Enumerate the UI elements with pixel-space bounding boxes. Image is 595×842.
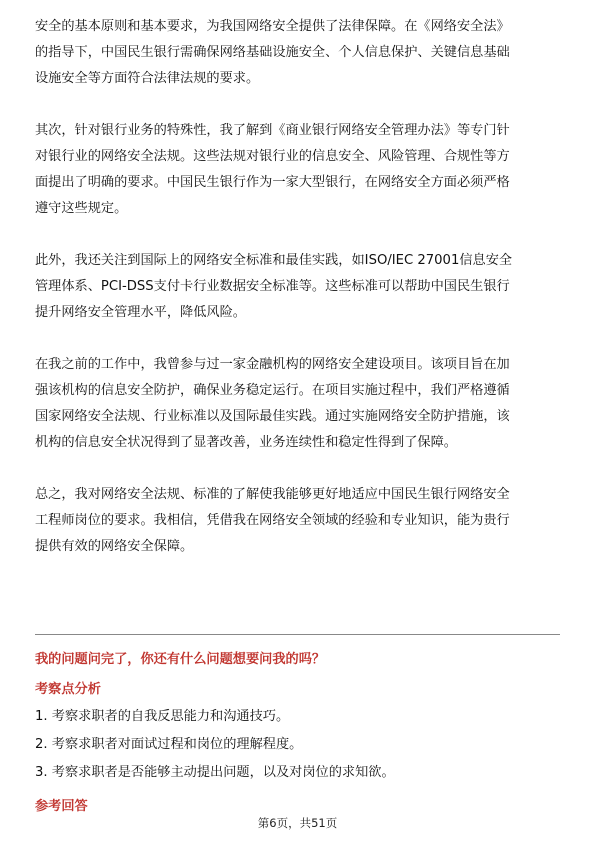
- paragraph-line: 遵守这些规定。: [35, 201, 128, 216]
- paragraph-line: 总之，我对网络安全法规、标准的了解使我能够更好地适应中国民生银行网络安全: [35, 487, 510, 502]
- paragraph-line: 设施安全等方面符合法律法规的要求。: [35, 71, 260, 86]
- paragraph-line: 工程师岗位的要求。我相信，凭借我在网络安全领域的经验和专业知识，能为贵行: [35, 513, 510, 528]
- answer-body: [35, 14, 560, 560]
- page-number: 第6页，共51页: [257, 816, 338, 830]
- paragraph-2: [35, 118, 560, 222]
- reference-answer-heading: 参考回答: [35, 799, 88, 814]
- paragraph-line: 面提出了明确的要求。中国民生银行作为一家大型银行，在网络安全方面必须严格: [35, 175, 510, 190]
- paragraph-line: 其次，针对银行业务的特殊性，我了解到《商业银行网络安全管理办法》等专门针: [35, 123, 510, 138]
- section-divider: [35, 634, 560, 635]
- paragraph-line: 国家网络安全法规、行业标准以及国际最佳实践。通过实施网络安全防护措施，该: [35, 409, 510, 424]
- paragraph-line: 安全的基本原则和基本要求，为我国网络安全提供了法律保障。在《网络安全法》: [35, 19, 510, 34]
- analysis-item: 2. 考察求职者对面试过程和岗位的理解程度。: [35, 737, 303, 752]
- paragraph-line: 提升网络安全管理水平，降低风险。: [35, 305, 246, 320]
- paragraph-line: 提供有效的网络安全保障。: [35, 539, 194, 554]
- paragraph-line: 此外，我还关注到国际上的网络安全标准和最佳实践，如ISO/IEC 27001信息安全: [35, 253, 513, 268]
- paragraph-5: [35, 482, 560, 560]
- paragraph-line: 对银行业的网络安全法规。这些法规对银行业的信息安全、风险管理、合规性等方: [35, 149, 510, 164]
- paragraph-line: 在我之前的工作中，我曾参与过一家金融机构的网络安全建设项目。该项目旨在加: [35, 357, 510, 372]
- paragraph-line: 机构的信息安全状况得到了显著改善，业务连续性和稳定性得到了保障。: [35, 435, 457, 450]
- analysis-item: 3. 考察求职者是否能够主动提出问题，以及对岗位的求知欲。: [35, 765, 395, 780]
- interview-question: 我的问题问完了，你还有什么问题想要问我的吗？: [35, 652, 326, 667]
- paragraph-line: 管理体系、PCI-DSS支付卡行业数据安全标准等。这些标准可以帮助中国民生银行: [35, 279, 510, 294]
- paragraph-1: [35, 14, 560, 92]
- paragraph-4: [35, 352, 560, 456]
- paragraph-line: 的指导下，中国民生银行需确保网络基础设施安全、个人信息保护、关键信息基础: [35, 45, 510, 60]
- paragraph-line: 强该机构的信息安全防护，确保业务稳定运行。在项目实施过程中，我们严格遵循: [35, 383, 510, 398]
- analysis-item: 1. 考察求职者的自我反思能力和沟通技巧。: [35, 709, 290, 724]
- analysis-heading: 考察点分析: [35, 682, 101, 697]
- paragraph-3: [35, 248, 560, 326]
